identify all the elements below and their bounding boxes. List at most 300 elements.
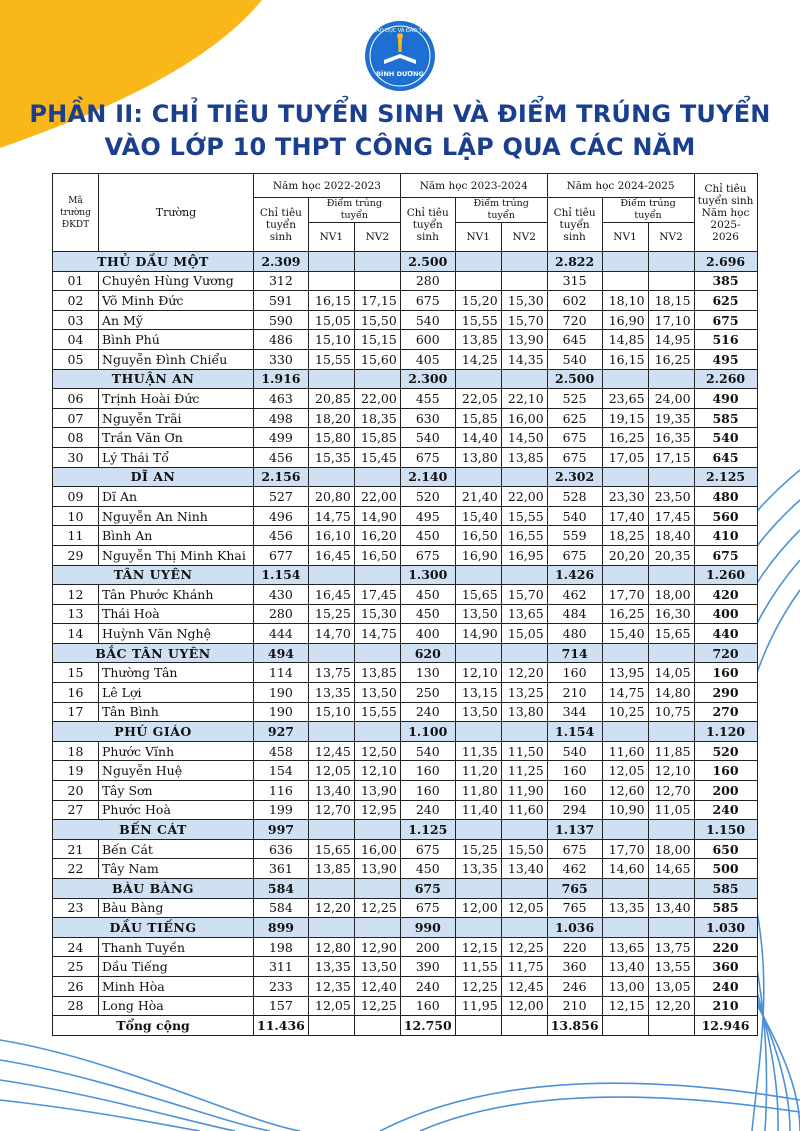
empty-cell bbox=[602, 820, 648, 840]
nv1-2023: 12,10 bbox=[455, 663, 501, 683]
nv2-2023: 12,00 bbox=[501, 996, 547, 1016]
quota-2024: 462 bbox=[547, 859, 602, 879]
nv1-2023: 13,80 bbox=[455, 447, 501, 467]
nv1-2024: 16,25 bbox=[602, 428, 648, 448]
quota-2023: 600 bbox=[400, 330, 455, 350]
empty-cell bbox=[602, 467, 648, 487]
target-2025: 410 bbox=[694, 526, 757, 546]
nv2-2024: 16,25 bbox=[648, 349, 694, 369]
district-row bbox=[53, 722, 758, 742]
school-name: Tân Bình bbox=[99, 702, 254, 722]
header-year-2023: Năm học 2023-2024 bbox=[400, 174, 547, 198]
quota-2023: 520 bbox=[400, 487, 455, 507]
quota-2024: 675 bbox=[547, 839, 602, 859]
quota-2022: 2.309 bbox=[254, 252, 309, 272]
nv1-2023: 13,50 bbox=[455, 604, 501, 624]
nv2-2022: 22,00 bbox=[354, 389, 400, 409]
quota-2023: 280 bbox=[400, 271, 455, 291]
school-code: 13 bbox=[53, 604, 99, 624]
district-row bbox=[53, 643, 758, 663]
table-row bbox=[53, 585, 758, 605]
table-row bbox=[53, 761, 758, 781]
table-row bbox=[53, 839, 758, 859]
target-2025: 290 bbox=[694, 683, 757, 703]
nv1-2022: 12,05 bbox=[308, 996, 354, 1016]
quota-2022: 584 bbox=[254, 879, 309, 899]
empty-cell bbox=[501, 643, 547, 663]
target-2025: 400 bbox=[694, 604, 757, 624]
quota-2022: 199 bbox=[254, 800, 309, 820]
quota-2023: 2.500 bbox=[400, 252, 455, 272]
nv1-2024: 17,70 bbox=[602, 585, 648, 605]
nv1-2022: 13,40 bbox=[308, 781, 354, 801]
nv1-2022: 13,85 bbox=[308, 859, 354, 879]
nv2-2022: 15,50 bbox=[354, 310, 400, 330]
nv2-2023: 12,25 bbox=[501, 937, 547, 957]
header-nv2-2022: NV2 bbox=[354, 223, 400, 252]
title-line-2: VÀO LỚP 10 THPT CÔNG LẬP QUA CÁC NĂM bbox=[104, 133, 696, 161]
school-name: Nguyễn Trãi bbox=[99, 408, 254, 428]
header-score-2023: Điểm trúng tuyển bbox=[455, 198, 547, 223]
nv2-2022: 13,90 bbox=[354, 781, 400, 801]
nv2-2022: 15,55 bbox=[354, 702, 400, 722]
quota-2024: 765 bbox=[547, 898, 602, 918]
quota-2023: 675 bbox=[400, 898, 455, 918]
empty-cell bbox=[648, 1016, 694, 1036]
empty-cell bbox=[501, 1016, 547, 1036]
quota-2022: 899 bbox=[254, 918, 309, 938]
district-row bbox=[53, 467, 758, 487]
nv2-2022: 15,15 bbox=[354, 330, 400, 350]
empty-cell bbox=[501, 879, 547, 899]
table-row bbox=[53, 976, 758, 996]
nv1-2023: 11,20 bbox=[455, 761, 501, 781]
nv2-2022: 13,50 bbox=[354, 683, 400, 703]
nv2-2022: 14,90 bbox=[354, 506, 400, 526]
school-name: Trịnh Hoài Đức bbox=[99, 389, 254, 409]
quota-2022: 584 bbox=[254, 898, 309, 918]
district-row bbox=[53, 565, 758, 585]
quota-2023: 130 bbox=[400, 663, 455, 683]
nv2-2023: 11,60 bbox=[501, 800, 547, 820]
table-row bbox=[53, 330, 758, 350]
nv2-2024: 17,10 bbox=[648, 310, 694, 330]
empty-cell bbox=[455, 565, 501, 585]
target-2025: 520 bbox=[694, 741, 757, 761]
quota-2023: 12.750 bbox=[400, 1016, 455, 1036]
empty-cell bbox=[648, 467, 694, 487]
school-code: 29 bbox=[53, 545, 99, 565]
header-quota-2022: Chỉ tiêu tuyển sinh bbox=[254, 198, 309, 252]
target-2025: 240 bbox=[694, 800, 757, 820]
quota-2023: 240 bbox=[400, 702, 455, 722]
nv1-2023: 15,40 bbox=[455, 506, 501, 526]
quota-2022: 154 bbox=[254, 761, 309, 781]
empty-cell bbox=[501, 369, 547, 389]
school-name: Tân Phước Khánh bbox=[99, 585, 254, 605]
nv1-2023: 15,65 bbox=[455, 585, 501, 605]
school-code: 19 bbox=[53, 761, 99, 781]
nv1-2022 bbox=[308, 271, 354, 291]
nv2-2024: 13,05 bbox=[648, 976, 694, 996]
quota-2023: 540 bbox=[400, 741, 455, 761]
empty-cell bbox=[602, 643, 648, 663]
nv1-2024: 10,25 bbox=[602, 702, 648, 722]
nv2-2022: 13,85 bbox=[354, 663, 400, 683]
nv1-2023: 13,15 bbox=[455, 683, 501, 703]
school-name: Nguyễn Đình Chiểu bbox=[99, 349, 254, 369]
school-code: 26 bbox=[53, 976, 99, 996]
page-title bbox=[0, 98, 800, 164]
table-row bbox=[53, 408, 758, 428]
nv2-2024: 13,55 bbox=[648, 957, 694, 977]
quota-2024: 645 bbox=[547, 330, 602, 350]
quota-2022: 494 bbox=[254, 643, 309, 663]
school-code: 10 bbox=[53, 506, 99, 526]
nv1-2023: 14,90 bbox=[455, 624, 501, 644]
nv1-2023: 15,25 bbox=[455, 839, 501, 859]
nv1-2024: 16,15 bbox=[602, 349, 648, 369]
quota-2023: 450 bbox=[400, 604, 455, 624]
nv1-2024: 10,90 bbox=[602, 800, 648, 820]
nv2-2024: 11,05 bbox=[648, 800, 694, 820]
nv2-2024: 11,85 bbox=[648, 741, 694, 761]
target-2025: 490 bbox=[694, 389, 757, 409]
quota-2024: 1.426 bbox=[547, 565, 602, 585]
admission-table-container bbox=[52, 173, 758, 1036]
nv2-2023: 16,55 bbox=[501, 526, 547, 546]
target-2025: 1.030 bbox=[694, 918, 757, 938]
nv1-2023: 13,50 bbox=[455, 702, 501, 722]
nv2-2024: 12,70 bbox=[648, 781, 694, 801]
nv2-2023: 14,35 bbox=[501, 349, 547, 369]
quota-2024: 540 bbox=[547, 506, 602, 526]
nv2-2024: 18,00 bbox=[648, 585, 694, 605]
empty-cell bbox=[501, 467, 547, 487]
nv2-2023: 12,20 bbox=[501, 663, 547, 683]
nv2-2024: 24,00 bbox=[648, 389, 694, 409]
nv1-2024 bbox=[602, 271, 648, 291]
quota-2023: 240 bbox=[400, 976, 455, 996]
target-2025: 650 bbox=[694, 839, 757, 859]
nv1-2023: 16,90 bbox=[455, 545, 501, 565]
quota-2022: 498 bbox=[254, 408, 309, 428]
quota-2024: 625 bbox=[547, 408, 602, 428]
nv1-2023: 15,55 bbox=[455, 310, 501, 330]
quota-2024: 344 bbox=[547, 702, 602, 722]
nv2-2022: 15,30 bbox=[354, 604, 400, 624]
nv1-2023: 16,50 bbox=[455, 526, 501, 546]
empty-cell bbox=[501, 820, 547, 840]
school-code: 25 bbox=[53, 957, 99, 977]
nv2-2024: 14,95 bbox=[648, 330, 694, 350]
empty-cell bbox=[308, 1016, 354, 1036]
header-target-line2: Năm học 2025-2026 bbox=[701, 206, 750, 243]
table-row bbox=[53, 702, 758, 722]
nv1-2022: 15,05 bbox=[308, 310, 354, 330]
quota-2023: 450 bbox=[400, 859, 455, 879]
table-row bbox=[53, 898, 758, 918]
school-code: 21 bbox=[53, 839, 99, 859]
header-nv1-2023: NV1 bbox=[455, 223, 501, 252]
empty-cell bbox=[308, 565, 354, 585]
school-code: 02 bbox=[53, 291, 99, 311]
empty-cell bbox=[602, 369, 648, 389]
empty-cell bbox=[455, 722, 501, 742]
nv2-2022: 12,95 bbox=[354, 800, 400, 820]
school-name: Dĩ An bbox=[99, 487, 254, 507]
empty-cell bbox=[354, 820, 400, 840]
target-2025: 585 bbox=[694, 408, 757, 428]
nv1-2024: 20,20 bbox=[602, 545, 648, 565]
quota-2023: 200 bbox=[400, 937, 455, 957]
empty-cell bbox=[455, 879, 501, 899]
school-code: 30 bbox=[53, 447, 99, 467]
quota-2024: 2.822 bbox=[547, 252, 602, 272]
empty-cell bbox=[308, 643, 354, 663]
empty-cell bbox=[354, 643, 400, 663]
school-name: Long Hòa bbox=[99, 996, 254, 1016]
table-header bbox=[53, 174, 758, 252]
empty-cell bbox=[648, 722, 694, 742]
quota-2024: 540 bbox=[547, 741, 602, 761]
table-row bbox=[53, 291, 758, 311]
school-name: Trần Văn Ơn bbox=[99, 428, 254, 448]
quota-2022: 114 bbox=[254, 663, 309, 683]
nv1-2024: 13,95 bbox=[602, 663, 648, 683]
total-label: Tổng cộng bbox=[53, 1016, 254, 1036]
admission-table bbox=[52, 173, 758, 1036]
target-2025: 160 bbox=[694, 663, 757, 683]
nv1-2022: 15,80 bbox=[308, 428, 354, 448]
quota-2022: 190 bbox=[254, 702, 309, 722]
nv1-2023: 12,25 bbox=[455, 976, 501, 996]
nv1-2022: 16,45 bbox=[308, 545, 354, 565]
nv1-2023 bbox=[455, 271, 501, 291]
nv2-2024: 10,75 bbox=[648, 702, 694, 722]
nv2-2023: 11,90 bbox=[501, 781, 547, 801]
nv2-2024: 20,35 bbox=[648, 545, 694, 565]
nv2-2023: 11,75 bbox=[501, 957, 547, 977]
table-row bbox=[53, 545, 758, 565]
nv1-2022: 12,20 bbox=[308, 898, 354, 918]
school-name: Võ Minh Đức bbox=[99, 291, 254, 311]
quota-2024: 720 bbox=[547, 310, 602, 330]
school-name: Nguyễn Thị Minh Khai bbox=[99, 545, 254, 565]
quota-2022: 591 bbox=[254, 291, 309, 311]
nv1-2023: 11,95 bbox=[455, 996, 501, 1016]
nv1-2024: 16,90 bbox=[602, 310, 648, 330]
table-body bbox=[53, 252, 758, 1036]
logo-top-text: GIÁO DỤC VÀ ĐÀO TẠO bbox=[371, 28, 429, 34]
nv1-2022: 14,70 bbox=[308, 624, 354, 644]
nv1-2022: 15,35 bbox=[308, 447, 354, 467]
quota-2023: 495 bbox=[400, 506, 455, 526]
quota-2023: 990 bbox=[400, 918, 455, 938]
empty-cell bbox=[501, 252, 547, 272]
nv2-2023: 12,05 bbox=[501, 898, 547, 918]
quota-2023: 240 bbox=[400, 800, 455, 820]
quota-2024: 210 bbox=[547, 683, 602, 703]
nv2-2022: 12,25 bbox=[354, 996, 400, 1016]
quota-2023: 400 bbox=[400, 624, 455, 644]
nv2-2022: 12,25 bbox=[354, 898, 400, 918]
empty-cell bbox=[648, 643, 694, 663]
school-code: 17 bbox=[53, 702, 99, 722]
quota-2024: 246 bbox=[547, 976, 602, 996]
nv1-2024: 14,75 bbox=[602, 683, 648, 703]
target-2025: 495 bbox=[694, 349, 757, 369]
empty-cell bbox=[602, 1016, 648, 1036]
district-row bbox=[53, 369, 758, 389]
nv1-2024: 12,60 bbox=[602, 781, 648, 801]
nv2-2024: 16,30 bbox=[648, 604, 694, 624]
nv2-2022: 17,15 bbox=[354, 291, 400, 311]
target-2025: 540 bbox=[694, 428, 757, 448]
quota-2024: 220 bbox=[547, 937, 602, 957]
school-name: Nguyễn Huệ bbox=[99, 761, 254, 781]
nv2-2022: 15,85 bbox=[354, 428, 400, 448]
quota-2022: 311 bbox=[254, 957, 309, 977]
nv1-2023: 13,35 bbox=[455, 859, 501, 879]
quota-2022: 496 bbox=[254, 506, 309, 526]
school-code: 16 bbox=[53, 683, 99, 703]
nv2-2023: 15,05 bbox=[501, 624, 547, 644]
school-code: 11 bbox=[53, 526, 99, 546]
empty-cell bbox=[354, 722, 400, 742]
nv1-2024: 11,60 bbox=[602, 741, 648, 761]
empty-cell bbox=[455, 643, 501, 663]
quota-2024: 528 bbox=[547, 487, 602, 507]
quota-2024: 714 bbox=[547, 643, 602, 663]
school-name: Lý Thái Tổ bbox=[99, 447, 254, 467]
table-row bbox=[53, 428, 758, 448]
nv1-2022: 12,80 bbox=[308, 937, 354, 957]
table-row bbox=[53, 663, 758, 683]
nv1-2022: 16,45 bbox=[308, 585, 354, 605]
nv2-2023: 16,00 bbox=[501, 408, 547, 428]
quota-2023: 2.300 bbox=[400, 369, 455, 389]
quota-2022: 499 bbox=[254, 428, 309, 448]
quota-2023: 390 bbox=[400, 957, 455, 977]
nv1-2024: 12,05 bbox=[602, 761, 648, 781]
nv1-2024: 13,35 bbox=[602, 898, 648, 918]
nv2-2024: 18,00 bbox=[648, 839, 694, 859]
quota-2024: 602 bbox=[547, 291, 602, 311]
header-nv1-2024: NV1 bbox=[602, 223, 648, 252]
nv2-2024: 12,20 bbox=[648, 996, 694, 1016]
nv1-2023: 21,40 bbox=[455, 487, 501, 507]
nv2-2023: 13,40 bbox=[501, 859, 547, 879]
header-score-2024: Điểm trúng tuyển bbox=[602, 198, 694, 223]
target-2025: 625 bbox=[694, 291, 757, 311]
quota-2022: 456 bbox=[254, 447, 309, 467]
nv1-2023: 22,05 bbox=[455, 389, 501, 409]
target-2025: 2.260 bbox=[694, 369, 757, 389]
target-2025: 220 bbox=[694, 937, 757, 957]
school-code: 15 bbox=[53, 663, 99, 683]
district-name: THUẬN AN bbox=[53, 369, 254, 389]
table-row bbox=[53, 447, 758, 467]
empty-cell bbox=[455, 467, 501, 487]
table-row bbox=[53, 526, 758, 546]
quota-2023: 1.300 bbox=[400, 565, 455, 585]
target-2025: 585 bbox=[694, 898, 757, 918]
empty-cell bbox=[501, 565, 547, 585]
nv1-2024: 18,25 bbox=[602, 526, 648, 546]
quota-2022: 458 bbox=[254, 741, 309, 761]
nv1-2022: 20,80 bbox=[308, 487, 354, 507]
quota-2022: 636 bbox=[254, 839, 309, 859]
target-2025: 585 bbox=[694, 879, 757, 899]
nv2-2023: 22,00 bbox=[501, 487, 547, 507]
table-row bbox=[53, 604, 758, 624]
nv2-2022: 17,45 bbox=[354, 585, 400, 605]
empty-cell bbox=[308, 722, 354, 742]
nv1-2023: 11,35 bbox=[455, 741, 501, 761]
nv2-2023: 15,70 bbox=[501, 585, 547, 605]
nv1-2023: 14,25 bbox=[455, 349, 501, 369]
school-code: 08 bbox=[53, 428, 99, 448]
nv1-2022: 13,35 bbox=[308, 957, 354, 977]
nv2-2022: 16,50 bbox=[354, 545, 400, 565]
quota-2023: 405 bbox=[400, 349, 455, 369]
empty-cell bbox=[308, 467, 354, 487]
quota-2022: 1.916 bbox=[254, 369, 309, 389]
nv1-2024: 13,00 bbox=[602, 976, 648, 996]
quota-2023: 1.125 bbox=[400, 820, 455, 840]
school-code: 12 bbox=[53, 585, 99, 605]
nv1-2024: 12,15 bbox=[602, 996, 648, 1016]
school-code: 06 bbox=[53, 389, 99, 409]
target-2025: 12.946 bbox=[694, 1016, 757, 1036]
quota-2024: 675 bbox=[547, 447, 602, 467]
quota-2022: 233 bbox=[254, 976, 309, 996]
nv2-2024: 18,15 bbox=[648, 291, 694, 311]
quota-2024: 1.154 bbox=[547, 722, 602, 742]
nv1-2024: 15,40 bbox=[602, 624, 648, 644]
nv2-2022: 22,00 bbox=[354, 487, 400, 507]
table-row bbox=[53, 741, 758, 761]
nv2-2022: 13,50 bbox=[354, 957, 400, 977]
target-2025: 1.120 bbox=[694, 722, 757, 742]
district-name: BẾN CÁT bbox=[53, 820, 254, 840]
nv2-2023: 13,90 bbox=[501, 330, 547, 350]
quota-2022: 312 bbox=[254, 271, 309, 291]
nv2-2023: 15,30 bbox=[501, 291, 547, 311]
quota-2024: 675 bbox=[547, 428, 602, 448]
district-row bbox=[53, 820, 758, 840]
district-row bbox=[53, 879, 758, 899]
quota-2022: 444 bbox=[254, 624, 309, 644]
quota-2023: 675 bbox=[400, 545, 455, 565]
nv1-2024: 17,40 bbox=[602, 506, 648, 526]
nv2-2024: 13,40 bbox=[648, 898, 694, 918]
district-name: BẮC TÂN UYÊN bbox=[53, 643, 254, 663]
quota-2024: 160 bbox=[547, 781, 602, 801]
target-2025: 675 bbox=[694, 310, 757, 330]
header-quota-2024: Chỉ tiêu tuyển sinh bbox=[547, 198, 602, 252]
nv1-2022: 16,10 bbox=[308, 526, 354, 546]
nv2-2022: 12,40 bbox=[354, 976, 400, 996]
target-2025: 240 bbox=[694, 976, 757, 996]
empty-cell bbox=[354, 252, 400, 272]
quota-2023: 675 bbox=[400, 879, 455, 899]
district-name: PHÚ GIÁO bbox=[53, 722, 254, 742]
empty-cell bbox=[354, 369, 400, 389]
empty-cell bbox=[648, 820, 694, 840]
nv2-2023: 16,95 bbox=[501, 545, 547, 565]
